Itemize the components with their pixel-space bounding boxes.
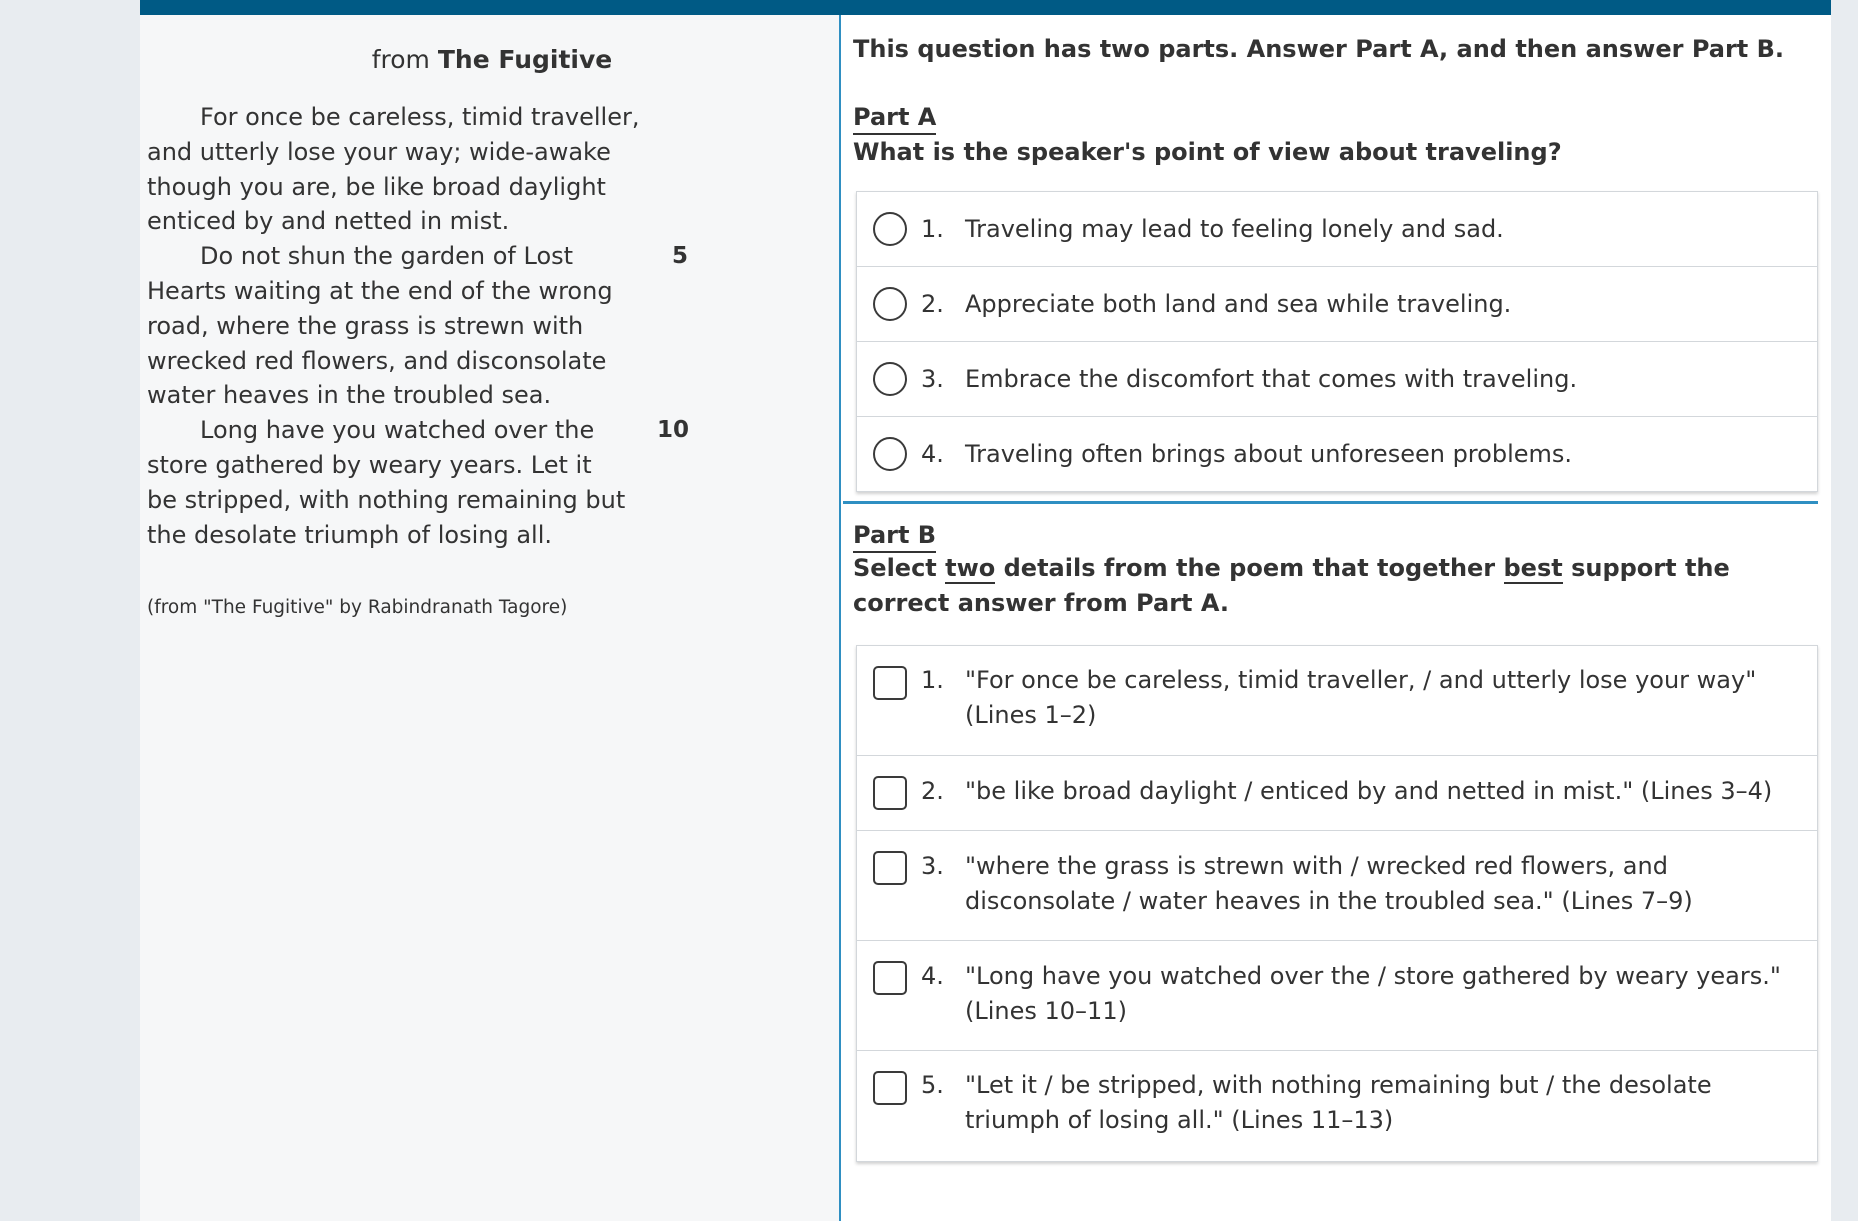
- option-text: "where the grass is strewn with / wrecked red flowers, and disconsolate / water heaves in the troubled sea." (Lines 7–9): [965, 852, 1693, 915]
- checkbox[interactable]: [873, 776, 907, 810]
- part-b-option[interactable]: [857, 756, 1817, 831]
- poem-line: Hearts waiting at the end of the wrong: [147, 276, 613, 305]
- poem-line: the desolate triumph of losing all.: [147, 520, 553, 549]
- option-number: 4.: [921, 962, 944, 990]
- poem-line: For once be careless, timid traveller,: [200, 103, 640, 131]
- option-number: 1.: [921, 666, 944, 694]
- poem-line: and utterly lose your way; wide-awake: [147, 137, 611, 166]
- option-text: "Long have you watched over the / store gathered by weary years." (Lines 10–11): [965, 962, 1781, 1025]
- poem-line: road, where the grass is strewn with: [147, 311, 584, 340]
- part-b-option[interactable]: [857, 831, 1817, 941]
- poem-line: be stripped, with nothing remaining but: [147, 485, 626, 514]
- poem-line: though you are, be like broad daylight: [147, 172, 606, 201]
- checkbox[interactable]: [873, 666, 907, 700]
- part-divider: [843, 501, 1818, 504]
- part-a-option[interactable]: [857, 267, 1817, 342]
- passage-panel: [140, 15, 841, 1221]
- option-number: 3.: [921, 365, 944, 393]
- part-b-option[interactable]: [857, 646, 1817, 756]
- passage-title-prefix: from: [371, 45, 430, 74]
- option-text: Appreciate both land and sea while traveling.: [965, 290, 1512, 318]
- part-b-prompt: Select two details from the poem that together best support the correct answer from Part A.: [853, 554, 1730, 617]
- part-b-option[interactable]: [857, 941, 1817, 1051]
- checkbox[interactable]: [873, 851, 907, 885]
- poem-line: Long have you watched over the 10: [147, 413, 707, 448]
- question-panel: [843, 15, 1831, 1221]
- option-number: 3.: [921, 852, 944, 880]
- option-text: "be like broad daylight / enticed by and netted in mist." (Lines 3–4): [965, 777, 1773, 805]
- option-text: Traveling often brings about unforeseen problems.: [965, 440, 1573, 468]
- checkbox[interactable]: [873, 961, 907, 995]
- part-a-option[interactable]: [857, 342, 1817, 417]
- part-b-label: Part B: [853, 520, 936, 553]
- option-text: "Let it / be stripped, with nothing remaining but / the desolate triumph of losing all." (Lines 11–13): [965, 1071, 1712, 1134]
- option-number: 1.: [921, 215, 944, 243]
- option-number: 2.: [921, 290, 944, 318]
- poem-line: Do not shun the garden of Lost 5: [147, 239, 707, 274]
- option-text: Embrace the discomfort that comes with traveling.: [965, 365, 1578, 393]
- poem-line: wrecked red flowers, and disconsolate: [147, 346, 607, 375]
- option-text: "For once be careless, timid traveller, / and utterly lose your way" (Lines 1–2): [965, 666, 1757, 729]
- option-number: 5.: [921, 1071, 944, 1099]
- passage-title: [292, 45, 692, 74]
- citation: (from "The Fugitive" by Rabindranath Tagore): [147, 597, 568, 618]
- part-b-options: [856, 645, 1818, 1162]
- top-bar: [140, 0, 1831, 15]
- emphasis-two: two: [945, 554, 996, 582]
- part-a-label: Part A: [853, 102, 936, 135]
- poem-line: enticed by and netted in mist.: [147, 207, 510, 236]
- part-a-options: [856, 191, 1818, 492]
- radio-button[interactable]: [873, 362, 907, 396]
- radio-button[interactable]: [873, 287, 907, 321]
- poem-line: water heaves in the troubled sea.: [147, 381, 552, 410]
- checkbox[interactable]: [873, 1071, 907, 1105]
- line-number: 5: [672, 243, 689, 270]
- option-number: 2.: [921, 777, 944, 805]
- part-a-prompt: What is the speaker's point of view about traveling?: [853, 138, 1562, 166]
- option-text: Traveling may lead to feeling lonely and sad.: [965, 215, 1504, 243]
- passage-title-name: The Fugitive: [437, 45, 613, 74]
- option-number: 4.: [921, 440, 944, 468]
- part-a-option[interactable]: [857, 417, 1817, 491]
- part-a-option[interactable]: [857, 192, 1817, 267]
- question-intro: This question has two parts. Answer Part A, and then answer Part B.: [853, 35, 1785, 63]
- line-number: 10: [657, 417, 690, 444]
- poem-line: store gathered by weary years. Let it: [147, 450, 592, 479]
- emphasis-best: best: [1503, 554, 1563, 582]
- radio-button[interactable]: [873, 437, 907, 471]
- poem: [147, 100, 707, 552]
- radio-button[interactable]: [873, 212, 907, 246]
- part-b-option[interactable]: [857, 1051, 1817, 1161]
